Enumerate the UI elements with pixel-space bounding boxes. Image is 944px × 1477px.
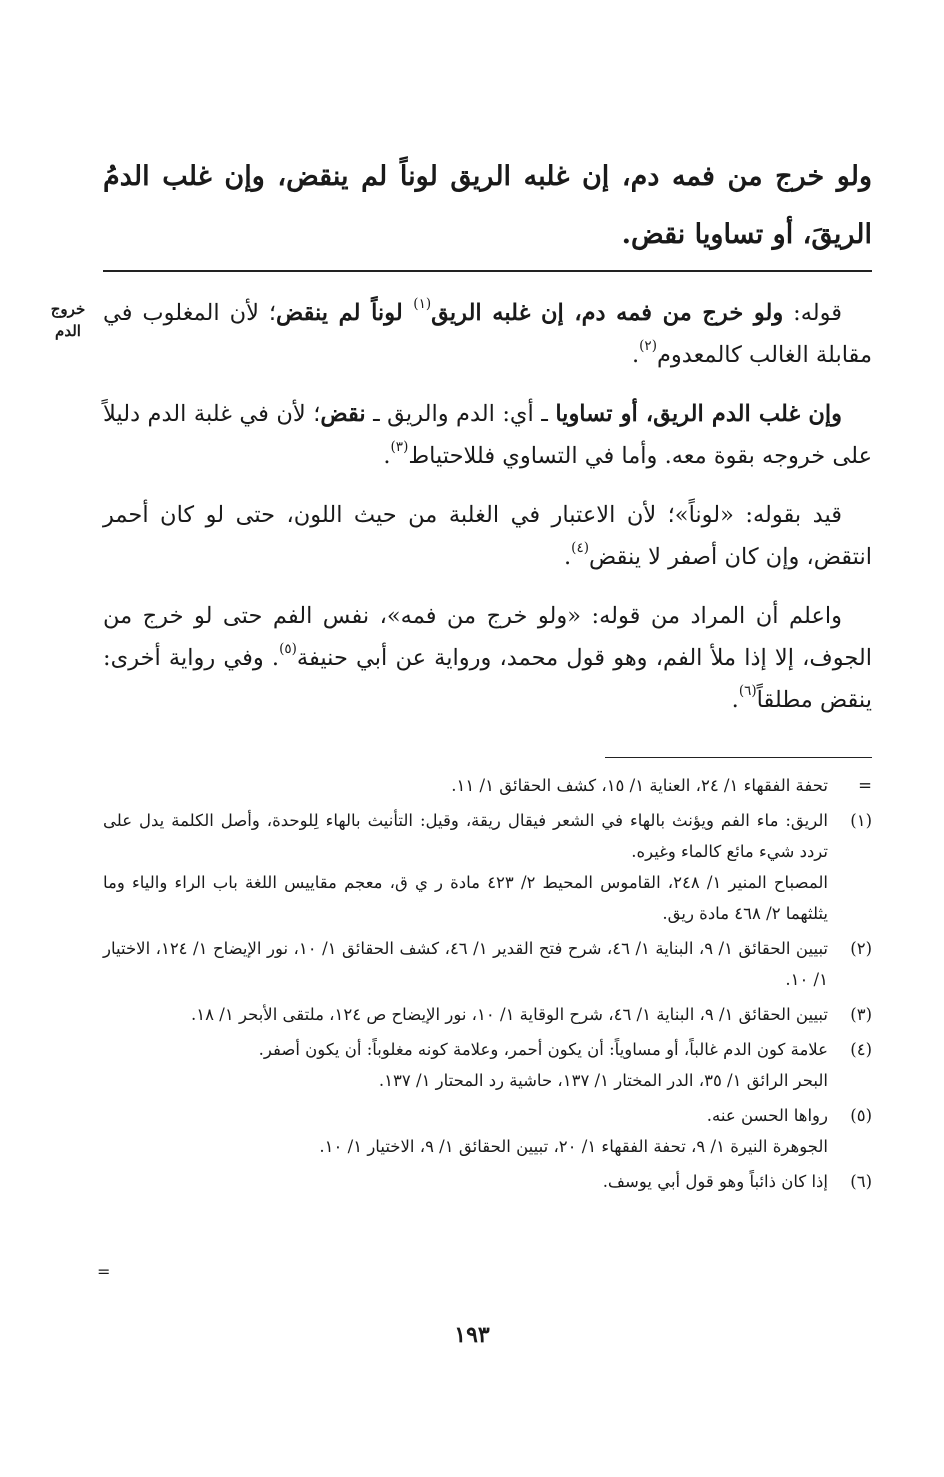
footnote-number: (٣) — [850, 1005, 872, 1024]
text-run: . — [383, 443, 391, 469]
footnote — [103, 933, 872, 995]
footnote — [103, 1166, 872, 1197]
footnote-ref: (٥) — [279, 640, 297, 657]
footnote — [103, 770, 872, 801]
footnote — [103, 1100, 872, 1162]
text-run: واعلم أن المراد من قوله: «ولو خرج من فمه»، نفس الفم حتى لو خرج من الجوف، إلا إذا ملأ الفم، وهو قول محمد، ورواية عن أبي حنيفة — [103, 603, 873, 671]
footnote-line: الريق: ماء الفم ويؤنث بالهاء في الشعر فيقال ريقة، وقيل: التأنيث بالهاء لِلوحدة، وأصل الكلمة يدل على تردد شيء مائع كالماء وغيره. — [103, 811, 828, 861]
footnote-line: تحفة الفقهاء ١/ ٢٤، العناية ١/ ١٥، كشف الحقائق ١/ ١١. — [451, 776, 828, 795]
footnote-text — [103, 1166, 828, 1197]
footnote-line: المصباح المنير ١/ ٢٤٨، القاموس المحيط ٢/ ٤٢٣ مادة ر ي ق، معجم مقاييس اللغة باب الراء والياء وما يثلثهما ٢/ ٤٦٨ مادة ريق. — [103, 873, 828, 923]
text-run: ؛ لأن في غلبة الدم دليلاً على خروجه بقوة معه. وأما في التساوي فللاحتياط — [103, 401, 872, 469]
continuation-mark: = — [97, 1262, 111, 1281]
commentary-paragraph-1 — [103, 292, 872, 376]
text-run: ـ أي: الدم والريق ـ — [365, 401, 556, 427]
footnote-number: (٤) — [850, 1040, 872, 1059]
footnotes — [103, 770, 872, 1201]
footnote-ref: (٣) — [390, 438, 409, 455]
text-run: ؛ لأن المغلوب في مقابلة الغالب كالمعدوم — [103, 300, 872, 368]
commentary-paragraph-4 — [103, 595, 872, 721]
footnote-ref: (٦) — [738, 682, 757, 699]
footnote-number: (١) — [850, 811, 872, 830]
footnote-divider — [605, 757, 872, 758]
quoted-text: لوناً لم ينقض — [276, 300, 414, 326]
page-number: ١٩٣ — [454, 1322, 490, 1348]
footnote-ref: (٢) — [639, 337, 657, 354]
margin-heading-line2: الدم — [55, 322, 81, 340]
footnote-number: (٥) — [850, 1106, 872, 1125]
footnote-ref: (١) — [413, 295, 432, 312]
quoted-text: وإن غلب الدم الريق، أو تساويا — [555, 401, 842, 427]
footnote-text — [103, 999, 828, 1030]
footnote-line: الجوهرة النيرة ١/ ٩، تحفة الفقهاء ١/ ٢٠، تبيين الحقائق ١/ ٩، الاختيار ١/ ١٠. — [319, 1137, 828, 1156]
matn-text — [103, 148, 872, 264]
footnote-ref: (٤) — [571, 539, 589, 556]
footnote-line: البحر الرائق ١/ ٣٥، الدر المختار ١/ ١٣٧، حاشية رد المحتار ١/ ١٣٧. — [378, 1071, 828, 1090]
footnote-line: تبيين الحقائق ١/ ٩، البناية ١/ ٤٦، شرح الوقاية ١/ ١٠، نور الإيضاح ص ١٢٤، ملتقى الأبحر ١/ ١٨. — [191, 1005, 828, 1024]
footnote-text — [103, 805, 828, 929]
text-run: . — [731, 687, 739, 713]
top-divider — [103, 270, 872, 272]
commentary-paragraph-2 — [103, 393, 872, 477]
footnote — [103, 1034, 872, 1096]
matn-paragraph: ولو خرج من فمه دم، إن غلبه الريق لوناً لم ينقض، وإن غلب الدمُ الريقَ، أو تساويا نقض. — [103, 161, 872, 250]
text-run: قيد بقوله: «لوناً»؛ لأن الاعتبار في الغلبة من حيث اللون، حتى لو كان أحمر انتقض، وإن كان أصفر لا ينقض — [103, 502, 872, 570]
footnote-text — [103, 1100, 828, 1162]
footnote — [103, 999, 872, 1030]
margin-heading-line1: خروج — [50, 300, 86, 318]
footnote-number: (٢) — [850, 939, 872, 958]
footnote-line: تبيين الحقائق ١/ ٩، البناية ١/ ٤٦، شرح فتح القدير ١/ ٤٦، كشف الحقائق ١/ ١٠، نور الإيضاح ١/ ١٢٤، الاختيار ١/ ١٠. — [103, 939, 829, 989]
footnote-text — [103, 770, 828, 801]
footnote-line: إذا كان ذائباً وهو قول أبي يوسف. — [602, 1172, 828, 1191]
footnote-line: علامة كون الدم غالباً، أو مساوياً: أن يكون أحمر، وعلامة كونه مغلوباً: أن يكون أصفر. — [258, 1040, 828, 1059]
footnote-number: (٦) — [850, 1172, 872, 1191]
text-run: قوله: — [783, 300, 843, 326]
footnote-line: رواها الحسن عنه. — [706, 1106, 828, 1125]
text-run: . — [564, 544, 572, 570]
footnote-text — [103, 933, 828, 995]
text-run: . — [631, 342, 640, 368]
margin-heading — [38, 298, 98, 342]
footnote-text — [103, 1034, 828, 1096]
quoted-text: ولو خرج من فمه دم، إن غلبه الريق — [431, 300, 784, 326]
commentary — [103, 292, 872, 738]
commentary-paragraph-3 — [103, 494, 872, 578]
quoted-text: نقض — [320, 401, 366, 427]
footnote — [103, 805, 872, 929]
text-run: . وفي رواية أخرى: ينقض مطلقاً — [103, 645, 872, 713]
footnote-number: = — [858, 776, 872, 795]
